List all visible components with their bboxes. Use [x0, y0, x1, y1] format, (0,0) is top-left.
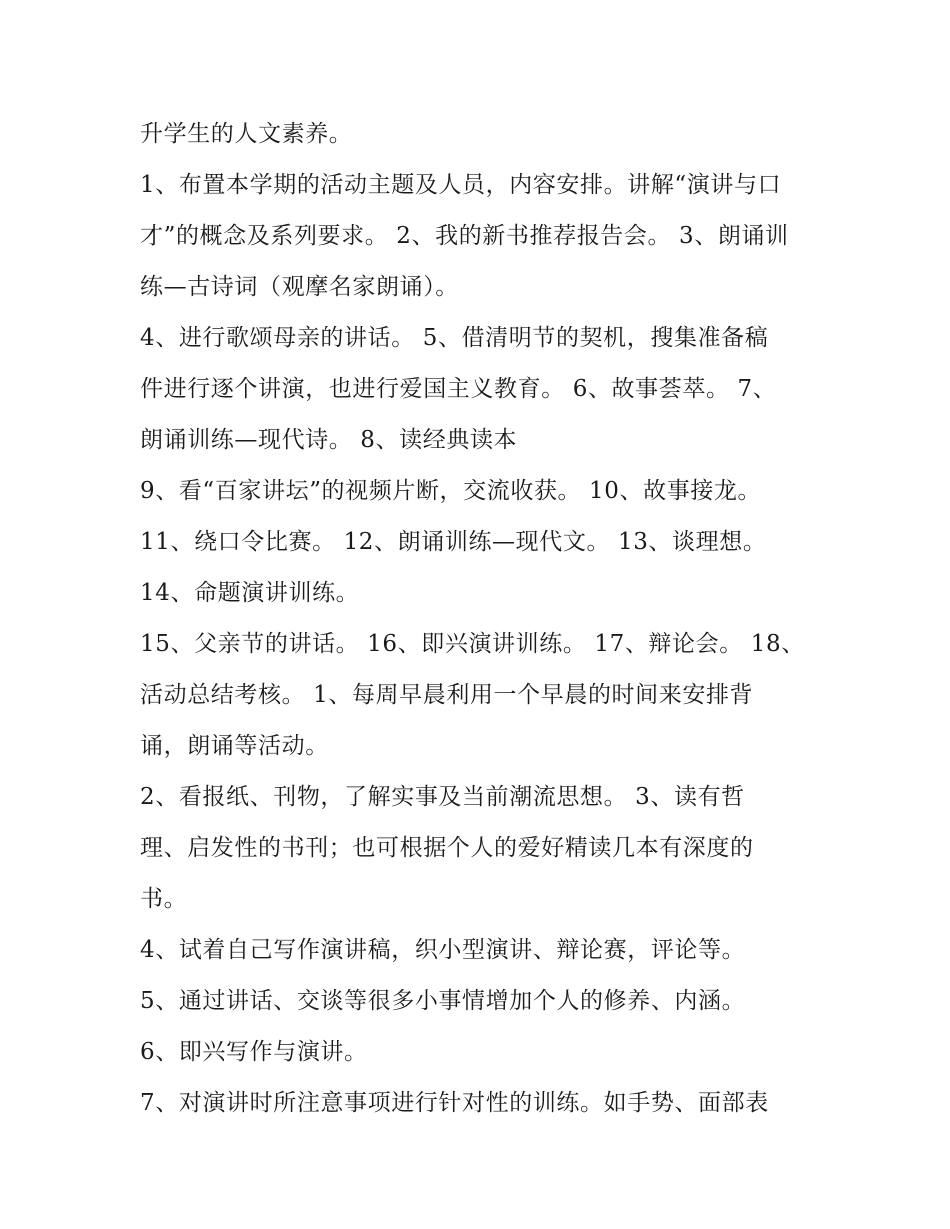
text-line: 14、命题演讲训练。	[140, 580, 360, 606]
text-line: 1、布置本学期的活动主题及人员，内容安排。讲解“演讲与口	[140, 172, 782, 198]
body-text	[140, 109, 820, 1129]
text-line: 7、对演讲时所注意事项进行针对性的训练。如手势、面部表	[140, 1090, 769, 1116]
text-line: 练—古诗词（观摩名家朗诵）。	[140, 274, 459, 300]
text-line: 升学生的人文素养。	[140, 121, 353, 147]
text-line: 活动总结考核。 1、每周早晨利用一个早晨的时间来安排背	[140, 682, 754, 708]
text-line: 才”的概念及系列要求。 2、我的新书推荐报告会。 3、朗诵训	[140, 223, 789, 249]
text-line: 2、看报纸、刊物，了解实事及当前潮流思想。 3、读有哲	[140, 784, 745, 810]
text-line: 件进行逐个讲演，也进行爱国主义教育。 6、故事荟萃。 7、	[140, 376, 777, 402]
text-line: 15、父亲节的讲话。 16、即兴演讲训练。 17、辩论会。 18、	[140, 631, 805, 657]
text-line: 4、试着自己写作演讲稿，织小型演讲、辩论赛，评论等。	[140, 937, 746, 963]
text-line: 诵，朗诵等活动。	[140, 733, 329, 759]
text-line: 理、启发性的书刊；也可根据个人的爱好精读几本有深度的	[140, 835, 754, 861]
text-line: 5、通过讲话、交谈等很多小事情增加个人的修养、内涵。	[140, 988, 746, 1014]
text-line: 朗诵训练—现代诗。 8、读经典读本	[140, 427, 518, 453]
text-line: 11、绕口令比赛。 12、朗诵训练—现代文。 13、谈理想。	[140, 529, 767, 555]
text-line: 4、进行歌颂母亲的讲话。 5、借清明节的契机，搜集准备稿	[140, 325, 769, 351]
text-line: 9、看“百家讲坛”的视频片断，交流收获。 10、故事接龙。	[140, 478, 762, 504]
text-line: 6、即兴写作与演讲。	[140, 1039, 368, 1065]
text-line: 书。	[140, 886, 188, 912]
